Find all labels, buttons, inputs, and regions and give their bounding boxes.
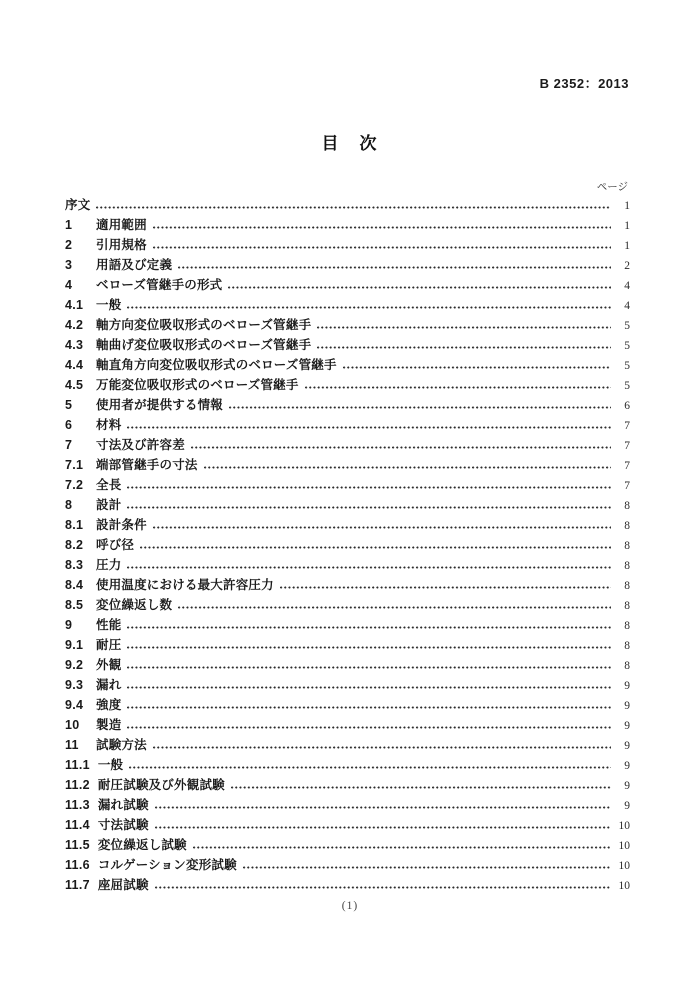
toc-entry [65, 795, 630, 815]
dot-leader-icon [140, 546, 611, 549]
toc-entry-number: 11 [65, 738, 79, 752]
toc-entry-title: 漏れ試験 [97, 798, 149, 812]
toc-entry-number: 8 [65, 498, 73, 512]
dot-leader-icon [153, 526, 611, 529]
toc-entry-page: 7 [624, 460, 630, 472]
toc-entry [65, 555, 630, 575]
toc-entry-number: 7 [65, 438, 73, 452]
dot-leader-icon [127, 506, 611, 509]
toc-entry-title: 万能変位吸収形式のベローズ管継手 [96, 378, 299, 392]
toc-entry [65, 655, 630, 675]
toc-entry [65, 755, 630, 775]
dot-leader-icon [153, 746, 611, 749]
toc-entry-number: 4.2 [65, 318, 84, 332]
toc-entry-page: 8 [624, 540, 630, 552]
toc-entry-page: 8 [624, 500, 630, 512]
toc-entry [65, 495, 630, 515]
toc-entry-number: 8.5 [65, 598, 84, 612]
toc-list [65, 195, 630, 895]
toc-entry-number: 8.2 [65, 538, 84, 552]
dot-leader-icon [153, 226, 611, 229]
toc-entry [65, 675, 630, 695]
dot-leader-icon [155, 826, 611, 829]
toc-entry-title: 軸直角方向変位吸収形式のベローズ管継手 [96, 358, 337, 372]
toc-entry-number: 4.3 [65, 338, 84, 352]
toc-entry-title: 耐圧試験及び外観試験 [97, 778, 225, 792]
toc-entry-title: 使用温度における最大許容圧力 [96, 578, 274, 592]
toc-entry [65, 195, 630, 215]
dot-leader-icon [178, 266, 611, 269]
toc-entry [65, 215, 630, 235]
toc-entry-title: 引用規格 [96, 238, 147, 252]
toc-entry-title: 使用者が提供する情報 [96, 398, 224, 412]
toc-entry-title: 序文 [65, 198, 91, 212]
dot-leader-icon [178, 606, 611, 609]
toc-entry-number: 9.4 [65, 698, 84, 712]
toc-entry-title: 耐圧 [96, 638, 122, 652]
toc-entry-number: 4 [65, 278, 73, 292]
toc-entry-title: 変位繰返し数 [96, 598, 173, 612]
toc-entry-page: 9 [624, 720, 630, 732]
toc-entry-page: 8 [624, 560, 630, 572]
toc-entry-page: 9 [624, 760, 630, 772]
toc-entry [65, 475, 630, 495]
toc-entry-page: 9 [624, 780, 630, 792]
toc-entry-page: 1 [624, 200, 630, 212]
toc-entry-page: 10 [618, 840, 630, 852]
toc-entry-title: 端部管継手の寸法 [96, 458, 198, 472]
toc-entry [65, 415, 630, 435]
toc-entry-page: 8 [624, 660, 630, 672]
dot-leader-icon [305, 386, 611, 389]
toc-entry-page: 7 [624, 420, 630, 432]
dot-leader-icon [127, 426, 611, 429]
toc-entry-page: 9 [624, 800, 630, 812]
toc-entry-page: 9 [624, 740, 630, 752]
toc-entry [65, 355, 630, 375]
toc-entry-page: 7 [624, 480, 630, 492]
toc-entry-page: 10 [618, 860, 630, 872]
toc-entry-number: 4.5 [65, 378, 84, 392]
toc-entry [65, 575, 630, 595]
toc-entry-number: 11.6 [65, 858, 90, 872]
footer-page-number: (1) [341, 900, 359, 912]
toc-entry-page: 8 [624, 620, 630, 632]
toc-entry [65, 595, 630, 615]
dot-leader-icon [155, 886, 611, 889]
toc-entry [65, 435, 630, 455]
toc-entry-number: 5 [65, 398, 73, 412]
toc-entry-page: 5 [624, 380, 630, 392]
dot-leader-icon [127, 566, 611, 569]
toc-entry-number: 11.2 [65, 778, 90, 792]
toc-entry-page: 6 [624, 400, 630, 412]
dot-leader-icon [96, 206, 611, 209]
dot-leader-icon [153, 246, 611, 249]
toc-entry-title: ベローズ管継手の形式 [96, 278, 223, 292]
dot-leader-icon [343, 366, 611, 369]
toc-entry-page: 2 [624, 260, 630, 272]
toc-entry-number: 2 [65, 238, 73, 252]
toc-entry [65, 335, 630, 355]
dot-leader-icon [127, 306, 611, 309]
dot-leader-icon [193, 846, 611, 849]
toc-entry-page: 5 [624, 320, 630, 332]
toc-entry [65, 715, 630, 735]
dot-leader-icon [280, 586, 611, 589]
toc-entry [65, 815, 630, 835]
dot-leader-icon [127, 626, 611, 629]
toc-entry [65, 775, 630, 795]
toc-entry-number: 7.1 [65, 458, 84, 472]
toc-entry-number: 11.1 [65, 758, 90, 772]
toc-entry-number: 9.1 [65, 638, 84, 652]
toc-entry [65, 255, 630, 275]
toc-entry [65, 855, 630, 875]
toc-entry-page: 8 [624, 640, 630, 652]
toc-entry-page: 10 [618, 880, 630, 892]
toc-entry [65, 875, 630, 895]
toc-entry-title: 圧力 [96, 558, 122, 572]
toc-entry-page: 1 [624, 240, 630, 252]
toc-entry [65, 635, 630, 655]
toc-entry [65, 735, 630, 755]
toc-entry-number: 8.4 [65, 578, 84, 592]
toc-entry-title: 寸法及び許容差 [96, 438, 185, 452]
toc-entry-page: 9 [624, 680, 630, 692]
dot-leader-icon [204, 466, 611, 469]
toc-entry [65, 395, 630, 415]
toc-entry-page: 7 [624, 440, 630, 452]
toc-entry-number: 8.3 [65, 558, 84, 572]
dot-leader-icon [317, 346, 611, 349]
toc-entry-title: 設計 [96, 498, 122, 512]
toc-entry-page: 4 [624, 300, 630, 312]
toc-entry-title: 寸法試験 [97, 818, 149, 832]
toc-entry [65, 375, 630, 395]
toc-entry-title: 材料 [96, 418, 122, 432]
toc-entry-title: 性能 [96, 618, 122, 632]
toc-entry-title: 製造 [96, 718, 122, 732]
toc-entry-page: 8 [624, 580, 630, 592]
toc-entry-number: 11.7 [65, 878, 90, 892]
page-title: 目 次 [321, 134, 379, 153]
toc-entry-page: 5 [624, 340, 630, 352]
toc-entry-page: 10 [618, 820, 630, 832]
toc-entry [65, 315, 630, 335]
toc-entry-page: 8 [624, 600, 630, 612]
dot-leader-icon [191, 446, 611, 449]
toc-entry-number: 3 [65, 258, 73, 272]
toc-entry-title: 軸曲げ変位吸収形式のベローズ管継手 [96, 338, 312, 352]
toc-entry-title: 漏れ [96, 678, 122, 692]
toc-entry-title: 変位繰返し試験 [97, 838, 187, 852]
toc-entry [65, 695, 630, 715]
dot-leader-icon [231, 786, 611, 789]
toc-entry-number: 8.1 [65, 518, 84, 532]
dot-leader-icon [127, 666, 611, 669]
toc-entry [65, 515, 630, 535]
toc-entry-title: 一般 [97, 758, 124, 772]
toc-entry-title: 全長 [96, 478, 122, 492]
toc-entry-title: コルゲーション変形試験 [97, 858, 237, 872]
toc-entry-title: 外観 [96, 658, 122, 672]
toc-entry [65, 835, 630, 855]
toc-entry [65, 455, 630, 475]
dot-leader-icon [317, 326, 611, 329]
toc-entry-number: 4.1 [65, 298, 84, 312]
dot-leader-icon [127, 706, 611, 709]
toc-entry-number: 7.2 [65, 478, 84, 492]
toc-entry-title: 試験方法 [96, 738, 147, 752]
toc-entry-number: 9.2 [65, 658, 84, 672]
toc-entry [65, 235, 630, 255]
toc-entry-number: 9.3 [65, 678, 84, 692]
dot-leader-icon [127, 646, 611, 649]
toc-entry-title: 用語及び定義 [96, 258, 173, 272]
toc-entry-page: 9 [624, 700, 630, 712]
toc-entry [65, 535, 630, 555]
toc-entry [65, 275, 630, 295]
toc-entry-number: 6 [65, 418, 73, 432]
toc-entry [65, 615, 630, 635]
dot-leader-icon [243, 866, 611, 869]
dot-leader-icon [228, 286, 611, 289]
toc-entry-title: 座屈試験 [97, 878, 149, 892]
toc-entry-number: 1 [65, 218, 73, 232]
toc-entry-title: 強度 [96, 698, 122, 712]
toc-entry-number: 11.3 [65, 798, 90, 812]
page-column-label: ページ [596, 182, 628, 193]
toc-entry-number: 11.4 [65, 818, 90, 832]
toc-entry-page: 8 [624, 520, 630, 532]
toc-entry-title: 適用範囲 [96, 218, 147, 232]
dot-leader-icon [127, 726, 611, 729]
toc-entry-number: 9 [65, 618, 73, 632]
toc-entry-number: 10 [65, 718, 80, 732]
toc-entry-page: 5 [624, 360, 630, 372]
toc-entry-title: 軸方向変位吸収形式のベローズ管継手 [96, 318, 312, 332]
toc-entry-title: 一般 [96, 298, 122, 312]
standard-number: B 2352：2013 [539, 76, 629, 91]
toc-entry-page: 4 [624, 280, 630, 292]
toc-entry-title: 呼び径 [96, 538, 135, 552]
toc-entry-number: 4.4 [65, 358, 84, 372]
toc-entry [65, 295, 630, 315]
dot-leader-icon [229, 406, 611, 409]
dot-leader-icon [127, 486, 611, 489]
toc-entry-title: 設計条件 [96, 518, 147, 532]
dot-leader-icon [127, 686, 611, 689]
dot-leader-icon [155, 806, 611, 809]
dot-leader-icon [129, 766, 611, 769]
toc-entry-page: 1 [624, 220, 630, 232]
toc-entry-number: 11.5 [65, 838, 90, 852]
